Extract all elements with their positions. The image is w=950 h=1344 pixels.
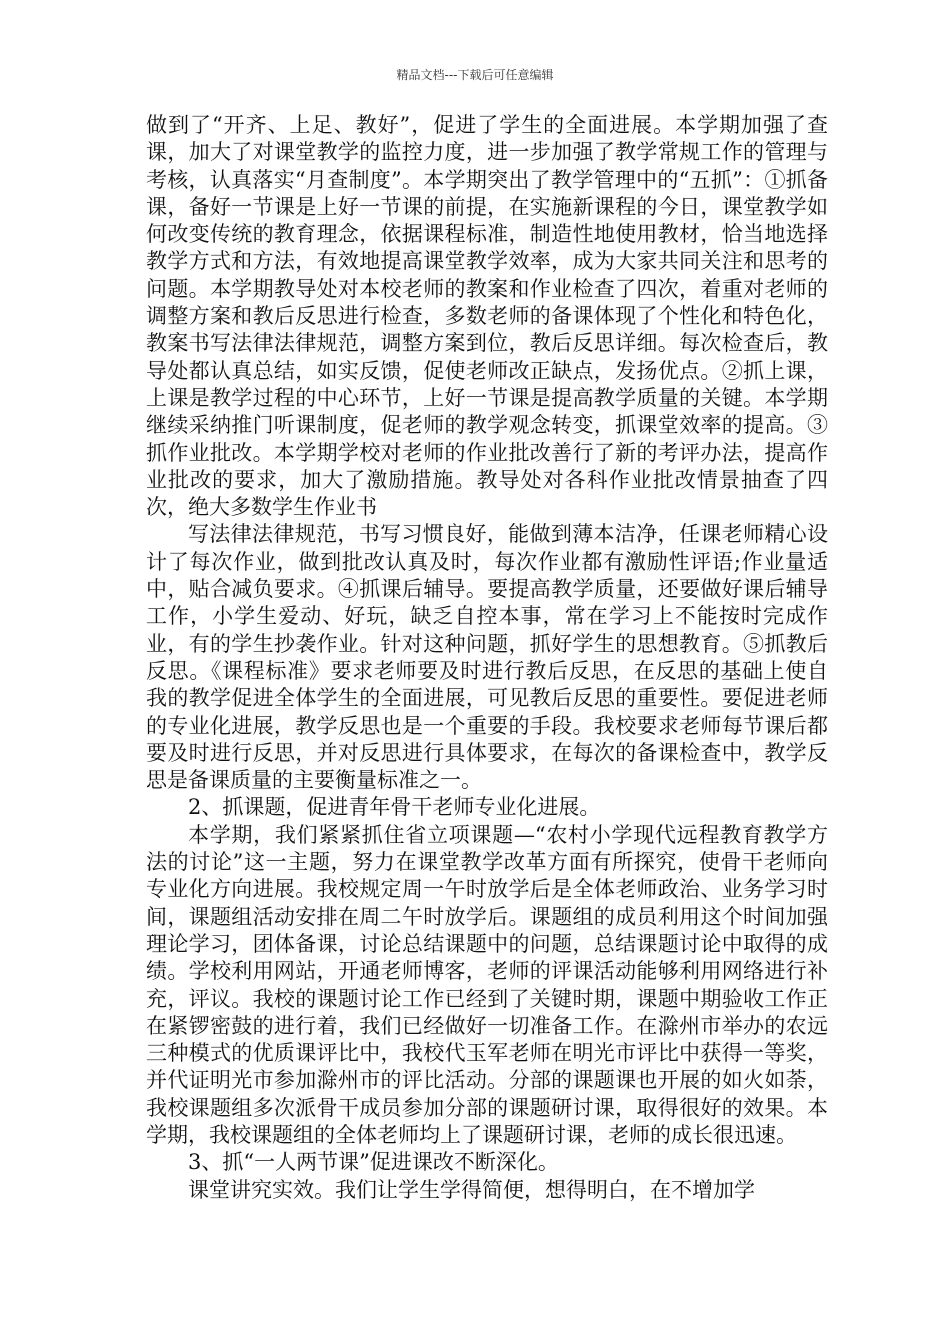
section-heading-3: 3、抓“一人两节课”促进课改不断深化。 (188, 1150, 559, 1175)
paragraph-3: 本学期，我们紧紧抓住省立项课题—“农村小学现代远程教育教学方法的讨论”这一主题，努力在课堂教学改革方面有所探究，使骨干老师向专业化方向进展。我校规定周一午时放学后是全体老师政治、业务学习时间，课题组活动安排在周二午时放学后。课题组的成员利用这个时间加强理论学习，团体备课，讨论总结课题中的问题，总结课题讨论中取得的成绩。学校利用网站，开通老师博客，老师的评课活动能够利用网络进行补充，评议。我校的课题讨论工作已经到了关键时期，课题中期验收工作正在紧锣密鼓的进行着，我们已经做好一切准备工作。在滁州市举办的农远三种模式的优质课评比中，我校代玉军老师在明光市评比中获得一等奖，并代证明光市参加滁州市的评比活动。分部的课题课也开展的如火如荼，我校课题组多次派骨干成员参加分部的课题研讨课，取得很好的效果。本学期，我校课题组的全体老师均上了课题研讨课，老师的成长很迅速。 (146, 822, 828, 1147)
paragraph-4: 课堂讲究实效。我们让学生学得简便，想得明白，在不增加学 (188, 1177, 755, 1202)
paragraph-1: 做到了“开齐、上足、教好”，促进了学生的全面进展。本学期加强了查课，加大了对课堂教学的监控力度，进一步加强了教学常规工作的管理与考核，认真落实“月查制度”。本学期突出了教学管理中的“五抓”：①抓备课，备好一节课是上好一节课的前提，在实施新课程的今日，课堂教学如何改变传统的教育理念，依据课程标准，制造性地使用教材，恰当地选择教学方式和方法，有效地提高课堂教学效率，成为大家共同关注和思考的问题。本学期教导处对本校老师的教案和作业检查了四次，着重对老师的调整方案和教后反思进行检查，多数老师的备课体现了个性化和特色化，教案书写法律法律规范，调整方案到位，教后反思详细。每次检查后，教导处都认真总结，如实反馈，促使老师改正缺点，发扬优点。②抓上课，上课是教学过程的中心环节，上好一节课是提高教学质量的关键。本学期继续采纳推门听课制度，促老师的教学观念转变，抓课堂效率的提高。③抓作业批改。本学期学校对老师的作业批改善行了新的考评办法，提高作业批改的要求，加大了激励措施。教导处对各科作业批改情景抽查了四次，绝大多数学生作业书 (146, 113, 828, 520)
section-heading-2: 2、抓课题，促进青年骨干老师专业化进展。 (188, 795, 601, 820)
paragraph-2: 写法律法律规范，书写习惯良好，能做到薄本洁净，任课老师精心设计了每次作业，做到批改认真及时，每次作业都有激励性评语;作业量适中，贴合减负要求。④抓课后辅导。要提高教学质量，还要做好课后辅导工作，小学生爱动、好玩，缺乏自控本事，常在学习上不能按时完成作业，有的学生抄袭作业。针对这种问题，抓好学生的思想教育。⑤抓教后反思。《课程标准》要求老师要及时进行教后反思，在反思的基础上使自我的教学促进全体学生的全面进展，可见教后反思的重要性。要促进老师的专业化进展，教学反思也是一个重要的手段。我校要求老师每节课后都要及时进行反思，并对反思进行具体要求，在每次的备课检查中，教学反思是备课质量的主要衡量标准之一。 (146, 522, 828, 793)
page-header: 精品文档---下载后可任意编辑 (396, 68, 554, 82)
document-body (146, 112, 828, 1204)
